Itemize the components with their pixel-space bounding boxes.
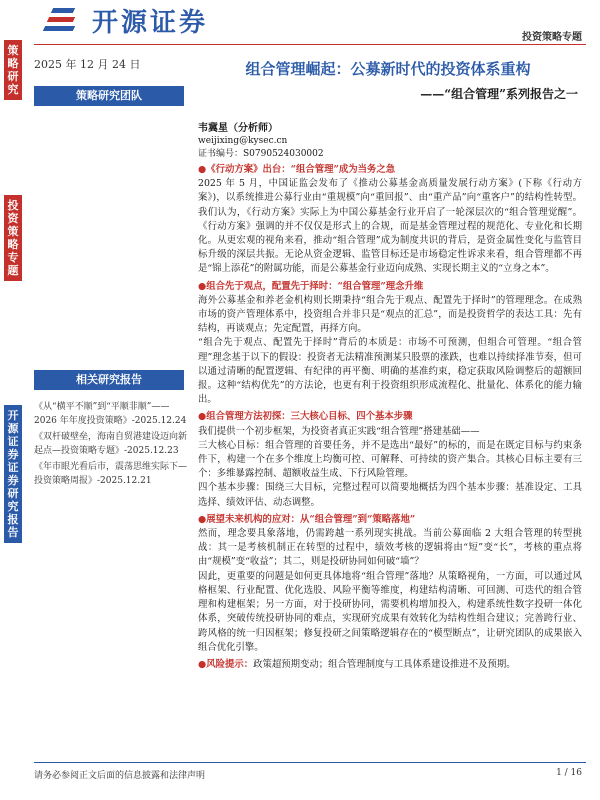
- side-tab-special: 投资策略专题: [4, 195, 22, 281]
- section-heading: ● 组合先于观点，配置先于择时：“组合管理”理念升维: [198, 280, 582, 294]
- paragraph: 我们提供一个初步框架，为投资者真正实践“组合管理”搭建基础——: [198, 425, 480, 437]
- section-heading: ● 风险提示：: [198, 659, 253, 670]
- side-tab-strategy: 策略研究: [4, 40, 22, 100]
- section-heading: ● 组合管理方法初探：三大核心目标、四个基本步骤: [198, 410, 582, 424]
- paragraph: “组合先于观点、配置先于择时”背后的本质是：市场不可预测，但组合可管理。“组合管理”理念基于以下的假设：投资者无法精准预测某只股票的涨跌，也难以持续择准节奏，但可以通过清晰的配置逻辑、有纪律的再平衡、明确的基准约束，稳定获取风险调整后的超额回报。这种“结构优先”的方法论，也更有利于投资组织形成流程化、批量化、体系化的能力输出。: [198, 337, 582, 406]
- paragraph: 因此，更重要的问题是如何更具体地将“组合管理”落地？从策略视角，一方面，可以通过风格框架、行业配置、优化选股、风险平衡等维度，构建结构清晰、可回测、可迭代的组合管理和构建框架；另一方面，对于投研协同，需要机构增加投入，构建系统性数字投研一体化体系，突破传统投研协同的难点，实现研究成果有效转化为结构性组合建议；完善跨行业、跨风格的统一归因框架；修复投研之间策略逻辑存在的“模型断点”，让研究团队的成果嵌入组合优化引擎。: [198, 570, 582, 653]
- author-block: [198, 122, 324, 161]
- paragraph: 然而，理念要具象落地，仍需跨越一系列现实挑战。当前公募面临 2 大组合管理的转型挑战：其一是考核机制正在转型的过程中，绩效考核的逻辑将由“短”变“长”，考核的重点将由“规模”变“收益”；其二，则是投研协同如何破“墙”？: [198, 528, 582, 568]
- logo-text: 开源证券: [92, 7, 209, 38]
- risk-text: 政策超预期变动；组合管理制度与工具体系建设推进不及预期。: [253, 658, 516, 670]
- paragraph: 三大核心目标：组合管理的首要任务，并不是选出“最好”的标的，而是在既定目标与约束条件下，构建一个在多个维度上均衡可控、可解释、可持续的资产集合。其核心目标主要有三个：多维暴露控制、超额收益生成、下行风险管理。: [198, 439, 582, 480]
- report-title: 组合管理崛起：公募新时代的投资体系重构: [245, 60, 531, 78]
- related-reports-header: 相关研究报告: [34, 370, 184, 390]
- section-heading: ● 展望未来机构的应对：从“组合管理”到“策略落地”: [198, 513, 582, 527]
- report-body: [198, 163, 582, 672]
- author-name: 韦冀星（分析师）: [198, 123, 278, 134]
- page-number: 1 / 16: [556, 768, 582, 778]
- paragraph: 2025 年 5 月，中国证监会发布了《推动公募基金高质量发展行动方案》(下称《行动方案》)，以系统推进公募行业由“重规模”向“重回报”、由“重产品”向“重客户”的结构性转型。我们认为，《行动方案》实际上为中国公募基金行业开启了一轮深层次的“组合管理觉醒”。《行动方案》强调的并不仅仅是形式上的合规，而是基金管理过程的规范化、专业化和长期化。从更宏观的视角来看，推动“组合管理”成为制度共识的背后，是资金属性变化与监管目标升级的深层共振。无论从资金逻辑、监管目标还是市场稳定性诉求来看，组合管理都不再是“锦上添花”的附属功能，而是公募基金行业迈向成熟、实现长期主义的“立身之本”。: [198, 178, 582, 275]
- side-tab-company: 开源证券 证券研究报告: [4, 405, 22, 543]
- logo-mark-icon: [44, 5, 84, 35]
- footer-divider: [34, 762, 586, 763]
- related-report-item[interactable]: 《从“横平不顺”到“平顺非顺”——2026 年年度投资策略》-2025.12.24: [34, 402, 187, 426]
- author-cert: 证书编号：S0790524030002: [198, 149, 324, 159]
- report-date: 2025 年 12 月 24 日: [34, 58, 141, 71]
- related-report-item[interactable]: 《年市眼光看后市，震荡思维实际下—投资策略周报》-2025.12.21: [34, 462, 188, 486]
- author-email[interactable]: weijixing@kysec.cn: [198, 136, 288, 146]
- related-reports-list: [34, 400, 189, 490]
- report-subtitle: ——“组合管理”系列报告之一: [420, 87, 578, 101]
- team-header: 策略研究团队: [34, 86, 184, 106]
- title-block: [198, 50, 578, 102]
- related-report-item[interactable]: 《双杆破壁垒，海南自贸港建设迈向新起点—投资策略专题》-2025.12.23: [34, 432, 188, 456]
- section-heading: ● 《行动方案》出台：“组合管理”成为当务之急: [198, 163, 582, 177]
- header-divider: [34, 44, 586, 45]
- report-type-label: 投资策略专题: [522, 32, 582, 43]
- footer-disclaimer: 请务必参阅正文后面的信息披露和法律声明: [34, 771, 206, 781]
- company-logo: [44, 4, 208, 36]
- risk-warning: [198, 658, 582, 672]
- sidebar: [34, 52, 184, 106]
- paragraph: 海外公募基金和养老金机构则长期秉持“组合先于观点、配置先于择时”的管理理念。在成熟市场的资产管理体系中，投资组合并非只是“观点的汇总”，而是投资哲学的表达工具：先有结构，再谈观点；先定配置，再择方向。: [198, 294, 582, 335]
- paragraph: 四个基本步骤：围绕三大目标，完整过程可以简要地概括为四个基本步骤：基准设定、工具选择、绩效评估、动态调整。: [198, 482, 582, 508]
